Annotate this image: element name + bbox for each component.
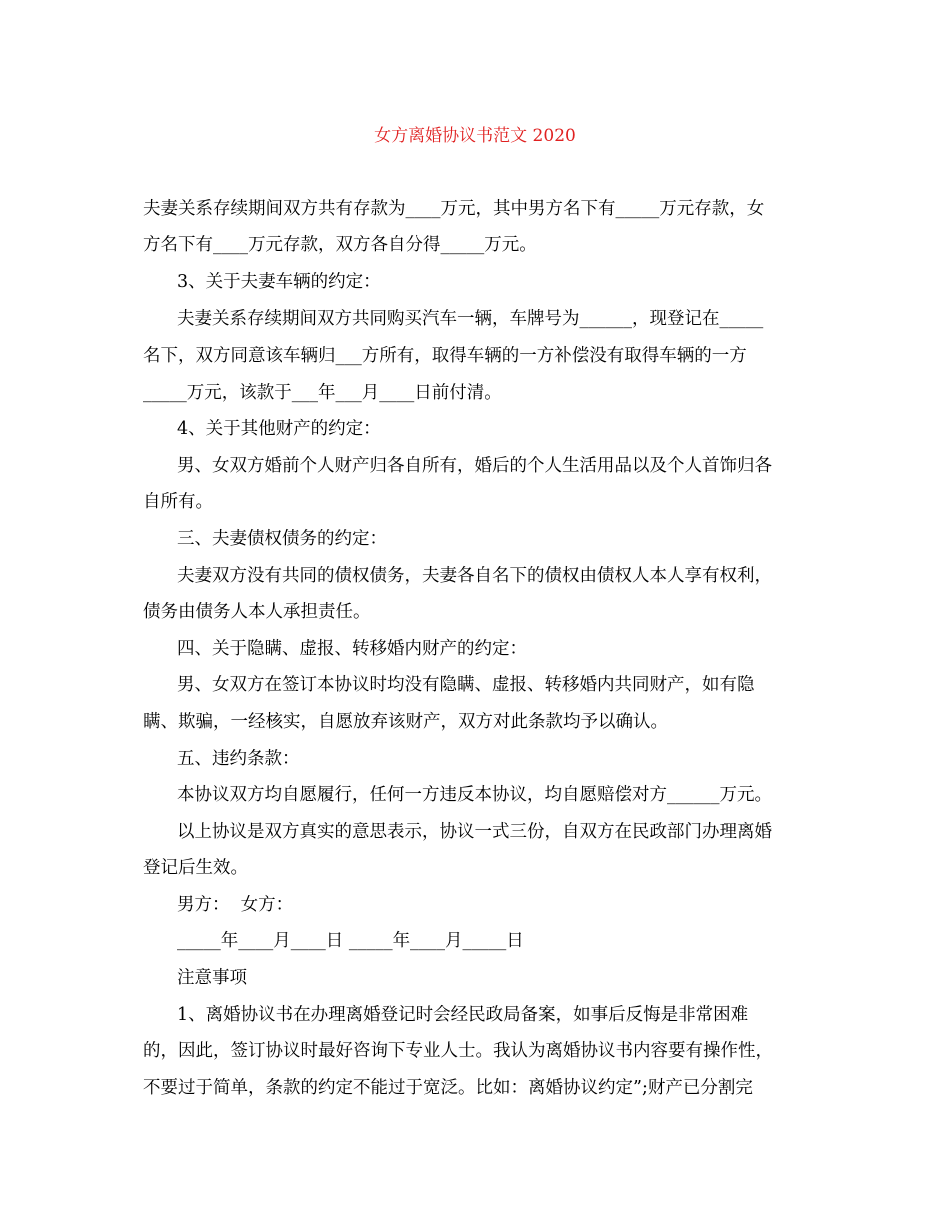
paragraph-line: _____万元，该款于___年___月____日前付清。 [143, 383, 502, 403]
paragraph-line: 夫妻关系存续期间双方共同购买汽车一辆，车牌号为______，现登记在_____ [177, 309, 764, 329]
paragraph-line: 1、离婚协议书在办理离婚登记时会经民政局备案，如事后反悔是非常困难 [177, 1005, 749, 1025]
paragraph-line: 名下，双方同意该车辆归___方所有，取得车辆的一方补偿没有取得车辆的一方 [143, 346, 747, 366]
paragraph-line: 夫妻关系存续期间双方共有存款为____万元，其中男方名下有_____万元存款，女 [143, 199, 765, 219]
signature-line: 男方： 女方： [177, 895, 294, 915]
section-heading-notes: 注意事项 [177, 968, 247, 988]
section-heading-breach: 五、违约条款： [177, 749, 300, 769]
paragraph-line: 男、女双方婚前个人财产归各自所有，婚后的个人生活用品以及个人首饰归各 [177, 456, 772, 476]
section-heading-vehicle: 3、关于夫妻车辆的约定： [177, 272, 381, 292]
paragraph-line: 本协议双方均自愿履行，任何一方违反本协议，均自愿赔偿对方______万元。 [177, 785, 772, 805]
paragraph-line: 自所有。 [143, 492, 213, 512]
date-line: _____年____月____日 _____年____月_____日 [177, 931, 524, 951]
paragraph-line: 夫妻双方没有共同的债权债务，夫妻各自名下的债权由债权人本人享有权利， [177, 566, 772, 586]
paragraph-line: 瞒、欺骗，一经核实，自愿放弃该财产，双方对此条款均予以确认。 [143, 712, 668, 732]
paragraph-line: 男、女双方在签订本协议时均没有隐瞒、虚报、转移婚内共同财产，如有隐 [177, 675, 755, 695]
section-heading-concealment: 四、关于隐瞒、虚报、转移婚内财产的约定： [177, 639, 527, 659]
paragraph-line: 方名下有____万元存款，双方各自分得_____万元。 [143, 235, 537, 255]
section-heading-other-property: 4、关于其他财产的约定： [177, 419, 381, 439]
paragraph-line: 以上协议是双方真实的意思表示，协议一式三份，自双方在民政部门办理离婚 [177, 822, 772, 842]
paragraph-line: 不要过于简单，条款的约定不能过于宽泛。比如：离婚协议约定”;财产已分割完 [143, 1078, 753, 1098]
paragraph-line: 的，因此，签订协议时最好咨询下专业人士。我认为离婚协议书内容要有操作性， [143, 1041, 773, 1061]
section-heading-debts: 三、夫妻债权债务的约定： [177, 529, 387, 549]
paragraph-line: 债务由债务人本人承担责任。 [143, 602, 371, 622]
paragraph-line: 登记后生效。 [143, 858, 248, 878]
document-title: 女方离婚协议书范文 2020 [374, 126, 576, 146]
